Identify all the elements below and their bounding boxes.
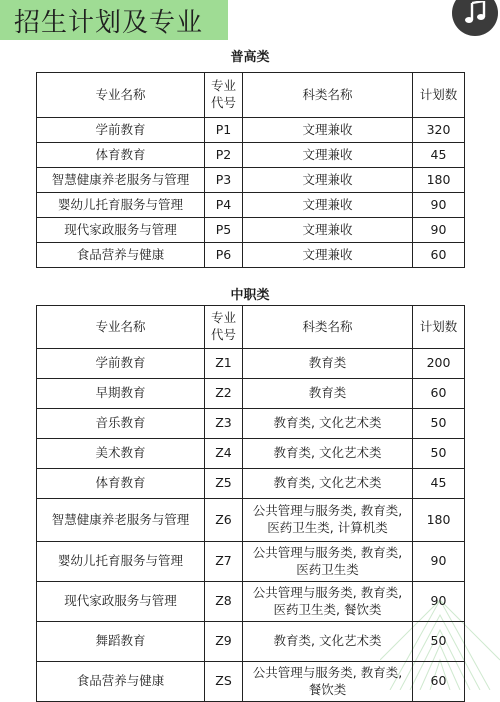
cell-plan-count: 180 bbox=[413, 168, 465, 193]
header-subject-category: 科类名称 bbox=[243, 73, 413, 118]
cell-subject-category: 公共管理与服务类, 教育类, 医药卫生类 bbox=[243, 542, 413, 582]
cell-plan-count: 60 bbox=[413, 243, 465, 268]
cell-major-name: 婴幼儿托育服务与管理 bbox=[37, 542, 205, 582]
cell-major-name: 婴幼儿托育服务与管理 bbox=[37, 193, 205, 218]
cell-major-code: P2 bbox=[205, 143, 243, 168]
table-row bbox=[37, 542, 465, 582]
cell-subject-category: 教育类, 文化艺术类 bbox=[243, 469, 413, 499]
cell-subject-category: 文理兼收 bbox=[243, 243, 413, 268]
table-row bbox=[37, 218, 465, 243]
page-title-banner bbox=[0, 0, 228, 40]
table-row bbox=[37, 469, 465, 499]
cell-major-code: Z2 bbox=[205, 379, 243, 409]
cell-subject-category: 教育类 bbox=[243, 379, 413, 409]
table-row bbox=[37, 409, 465, 439]
cell-major-name: 食品营养与健康 bbox=[37, 662, 205, 702]
cell-subject-category: 文理兼收 bbox=[243, 193, 413, 218]
cell-plan-count: 90 bbox=[413, 193, 465, 218]
cell-subject-category: 公共管理与服务类, 教育类, 医药卫生类, 计算机类 bbox=[243, 499, 413, 542]
table-row bbox=[37, 499, 465, 542]
table-row bbox=[37, 118, 465, 143]
table-row bbox=[37, 349, 465, 379]
header-subject-category: 科类名称 bbox=[243, 306, 413, 349]
header-major-code: 专业代号 bbox=[205, 306, 243, 349]
table-row bbox=[37, 168, 465, 193]
table-row bbox=[37, 193, 465, 218]
cell-major-code: Z1 bbox=[205, 349, 243, 379]
cell-plan-count: 180 bbox=[413, 499, 465, 542]
cell-major-code: P1 bbox=[205, 118, 243, 143]
cell-plan-count: 90 bbox=[413, 582, 465, 622]
cell-subject-category: 公共管理与服务类, 教育类, 医药卫生类, 餐饮类 bbox=[243, 582, 413, 622]
cell-major-name: 食品营养与健康 bbox=[37, 243, 205, 268]
table-row bbox=[37, 439, 465, 469]
cell-major-name: 现代家政服务与管理 bbox=[37, 582, 205, 622]
cell-major-code: Z9 bbox=[205, 622, 243, 662]
general-high-school-table bbox=[36, 72, 465, 268]
cell-major-name: 音乐教育 bbox=[37, 409, 205, 439]
cell-major-name: 美术教育 bbox=[37, 439, 205, 469]
cell-major-code: Z7 bbox=[205, 542, 243, 582]
cell-subject-category: 教育类 bbox=[243, 349, 413, 379]
cell-plan-count: 45 bbox=[413, 143, 465, 168]
header-major-name: 专业名称 bbox=[37, 73, 205, 118]
cell-major-code: Z8 bbox=[205, 582, 243, 622]
header-major-name: 专业名称 bbox=[37, 306, 205, 349]
cell-subject-category: 教育类, 文化艺术类 bbox=[243, 439, 413, 469]
cell-major-name: 现代家政服务与管理 bbox=[37, 218, 205, 243]
cell-major-name: 智慧健康养老服务与管理 bbox=[37, 499, 205, 542]
cell-plan-count: 90 bbox=[413, 542, 465, 582]
cell-subject-category: 教育类, 文化艺术类 bbox=[243, 622, 413, 662]
header-plan-count: 计划数 bbox=[413, 73, 465, 118]
table-header-row bbox=[37, 306, 465, 349]
section-title-vocational: 中职类 bbox=[230, 288, 270, 303]
header-plan-count: 计划数 bbox=[413, 306, 465, 349]
cell-subject-category: 教育类, 文化艺术类 bbox=[243, 409, 413, 439]
table-row bbox=[37, 379, 465, 409]
cell-plan-count: 60 bbox=[413, 662, 465, 702]
cell-plan-count: 90 bbox=[413, 218, 465, 243]
header-major-code: 专业代号 bbox=[205, 73, 243, 118]
cell-major-code: Z4 bbox=[205, 439, 243, 469]
cell-plan-count: 200 bbox=[413, 349, 465, 379]
cell-major-name: 学前教育 bbox=[37, 349, 205, 379]
cell-major-code: Z5 bbox=[205, 469, 243, 499]
cell-major-name: 舞蹈教育 bbox=[37, 622, 205, 662]
cell-subject-category: 文理兼收 bbox=[243, 143, 413, 168]
table-header-row bbox=[37, 73, 465, 118]
cell-subject-category: 文理兼收 bbox=[243, 118, 413, 143]
cell-subject-category: 文理兼收 bbox=[243, 168, 413, 193]
cell-plan-count: 50 bbox=[413, 409, 465, 439]
cell-plan-count: 60 bbox=[413, 379, 465, 409]
cell-major-code: Z6 bbox=[205, 499, 243, 542]
cell-major-code: Z3 bbox=[205, 409, 243, 439]
cell-major-name: 学前教育 bbox=[37, 118, 205, 143]
cell-plan-count: 50 bbox=[413, 439, 465, 469]
cell-major-code: P4 bbox=[205, 193, 243, 218]
music-note-icon bbox=[464, 1, 486, 25]
cell-subject-category: 文理兼收 bbox=[243, 218, 413, 243]
table-row bbox=[37, 582, 465, 622]
cell-major-code: P3 bbox=[205, 168, 243, 193]
vocational-school-table bbox=[36, 305, 465, 702]
section-title-general: 普高类 bbox=[230, 50, 270, 65]
cell-major-code: ZS bbox=[205, 662, 243, 702]
cell-plan-count: 45 bbox=[413, 469, 465, 499]
cell-major-name: 体育教育 bbox=[37, 143, 205, 168]
table-row bbox=[37, 622, 465, 662]
table-row bbox=[37, 243, 465, 268]
music-toggle-button[interactable] bbox=[452, 0, 498, 36]
cell-plan-count: 320 bbox=[413, 118, 465, 143]
cell-major-code: P5 bbox=[205, 218, 243, 243]
table-row bbox=[37, 662, 465, 702]
cell-major-name: 智慧健康养老服务与管理 bbox=[37, 168, 205, 193]
cell-major-name: 早期教育 bbox=[37, 379, 205, 409]
page-title: 招生计划及专业 bbox=[14, 7, 204, 38]
table-row bbox=[37, 143, 465, 168]
cell-major-name: 体育教育 bbox=[37, 469, 205, 499]
cell-subject-category: 公共管理与服务类, 教育类, 餐饮类 bbox=[243, 662, 413, 702]
cell-major-code: P6 bbox=[205, 243, 243, 268]
cell-plan-count: 50 bbox=[413, 622, 465, 662]
